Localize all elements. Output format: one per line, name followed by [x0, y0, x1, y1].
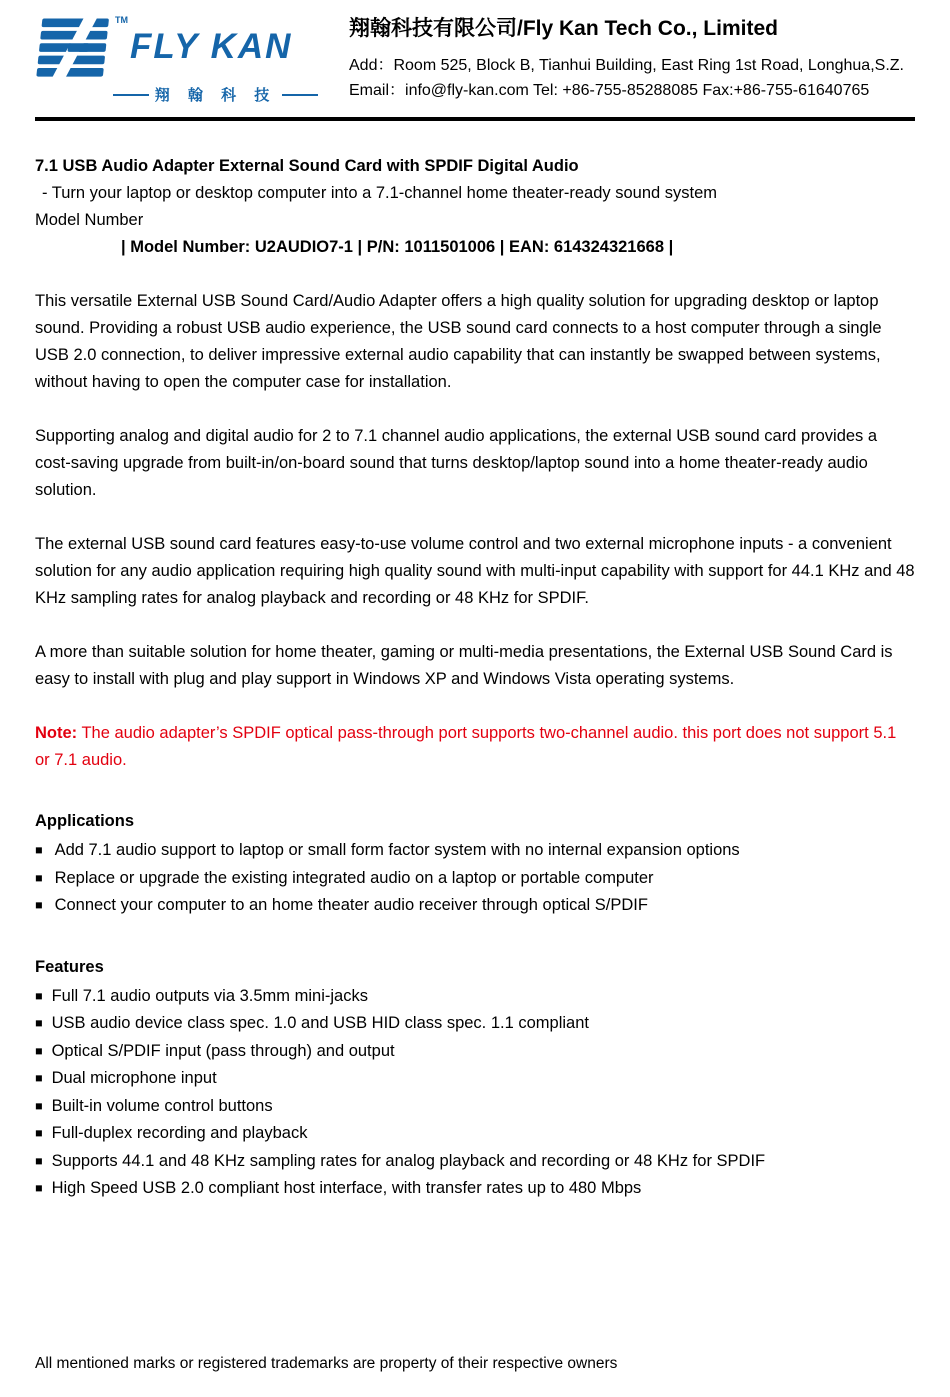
list-item	[35, 837, 915, 865]
applications-heading: Applications	[35, 812, 135, 830]
list-item	[35, 865, 915, 893]
bullet-icon: ■	[35, 1126, 43, 1140]
footer-disclaimer: All mentioned marks or registered trademarks are property of their respective owners	[35, 1355, 618, 1372]
list-item	[35, 1175, 915, 1203]
list-item	[35, 1010, 915, 1038]
applications-list	[35, 837, 915, 920]
bullet-icon: ■	[35, 1043, 43, 1058]
company-address: Add：Room 525, Block B, Tianhui Building, East Ring 1st Road, Longhua,S.Z.	[349, 57, 904, 75]
brand-chinese	[113, 84, 318, 105]
list-item-text: Connect your computer to an home theater audio receiver through optical S/PDIF	[54, 896, 648, 914]
list-item-text: Supports 44.1 and 48 KHz sampling rates for analog playback and recording or 48 KHz for SPDIF	[51, 1151, 766, 1170]
product-tagline: - Turn your laptop or desktop computer into a 7.1-channel home theater-ready sound system	[42, 184, 718, 202]
bullet-icon: ■	[35, 1181, 43, 1195]
document-body	[35, 153, 915, 1203]
bullet-icon: ■	[35, 1098, 43, 1113]
paragraph-compatibility: A more than suitable solution for home theater, gaming or multi-media presentations, the External USB Sound Card is easy to install with plug and play support in Windows XP and Windows Vista operating systems.	[35, 643, 893, 688]
paragraph-overview: This versatile External USB Sound Card/Audio Adapter offers a high quality solution for upgrading desktop or laptop sound. Providing a robust USB audio experience, the USB sound card connects to a host computer through a single USB 2.0 connection, to deliver impressive external audio capability that can instantly be swapped between systems, without having to open the computer case for installation.	[35, 292, 882, 391]
brand-chinese-text: 翔 翰 科 技	[154, 87, 277, 104]
list-item	[35, 983, 915, 1011]
list-item	[35, 1148, 915, 1176]
trademark-symbol: TM	[115, 15, 128, 25]
company-logo	[35, 14, 335, 105]
list-item	[35, 1038, 915, 1066]
paragraph-controls: The external USB sound card features easy-to-use volume control and two external microphone inputs - a convenient solution for any audio application requiring high quality sound with multi-input capability with support for 44.1 KHz and 48 KHz sampling rates for analog playback and recording or 48 KHz for SPDIF.	[35, 535, 915, 607]
company-title: 翔翰科技有限公司/Fly Kan Tech Co., Limited	[349, 17, 778, 40]
header-divider	[35, 117, 915, 121]
note-text: The audio adapter’s SPDIF optical pass-through port supports two-channel audio. this port does not support 5.1 or 7.1 audio.	[35, 724, 897, 769]
company-contact: Email：info@fly-kan.com Tel: +86-755-85288085 Fax:+86-755-61640765	[349, 82, 870, 100]
brand-name: FLY KAN	[130, 27, 293, 66]
bullet-icon: ■	[35, 843, 43, 857]
list-item-text: Optical S/PDIF input (pass through) and output	[51, 1041, 395, 1060]
list-item-text: Built-in volume control buttons	[51, 1096, 273, 1115]
features-heading: Features	[35, 957, 104, 976]
list-item	[35, 1093, 915, 1121]
note-label: Note:	[35, 724, 78, 742]
list-item-text: USB audio device class spec. 1.0 and USB HID class spec. 1.1 compliant	[51, 1014, 589, 1032]
bullet-icon: ■	[35, 1071, 43, 1085]
list-item-text: Full-duplex recording and playback	[51, 1124, 308, 1142]
flykan-logo-icon	[35, 16, 113, 82]
company-info	[335, 14, 915, 104]
list-item-text: Full 7.1 audio outputs via 3.5mm mini-jacks	[51, 986, 368, 1005]
list-item	[35, 1120, 915, 1148]
model-number-line: | Model Number: U2AUDIO7-1 | P/N: 1011501006 | EAN: 614324321668 |	[121, 238, 674, 256]
brand-rule-left	[113, 94, 149, 96]
model-number-label: Model Number	[35, 211, 144, 229]
list-item-text: Dual microphone input	[51, 1069, 217, 1087]
logo-row	[35, 16, 335, 82]
list-item	[35, 1065, 915, 1093]
note	[35, 720, 915, 774]
list-item-text: High Speed USB 2.0 compliant host interface, with transfer rates up to 480 Mbps	[51, 1179, 642, 1197]
bullet-icon: ■	[35, 870, 43, 885]
bullet-icon: ■	[35, 898, 43, 912]
bullet-icon: ■	[35, 1016, 43, 1030]
list-item-text: Replace or upgrade the existing integrated audio on a laptop or portable computer	[54, 868, 654, 887]
paragraph-channels: Supporting analog and digital audio for 2 to 7.1 channel audio applications, the external USB sound card provides a cost-saving upgrade from built-in/on-board sound that turns desktop/laptop sound into a home theater-ready audio solution.	[35, 427, 878, 499]
list-item	[35, 892, 915, 920]
brand-rule-right	[282, 94, 318, 96]
product-title: 7.1 USB Audio Adapter External Sound Card with SPDIF Digital Audio	[35, 157, 579, 175]
bullet-icon: ■	[35, 1153, 43, 1168]
list-item-text: Add 7.1 audio support to laptop or small form factor system with no internal expansion options	[54, 841, 740, 859]
bullet-icon: ■	[35, 988, 43, 1003]
letterhead	[35, 14, 915, 105]
features-list	[35, 983, 915, 1203]
